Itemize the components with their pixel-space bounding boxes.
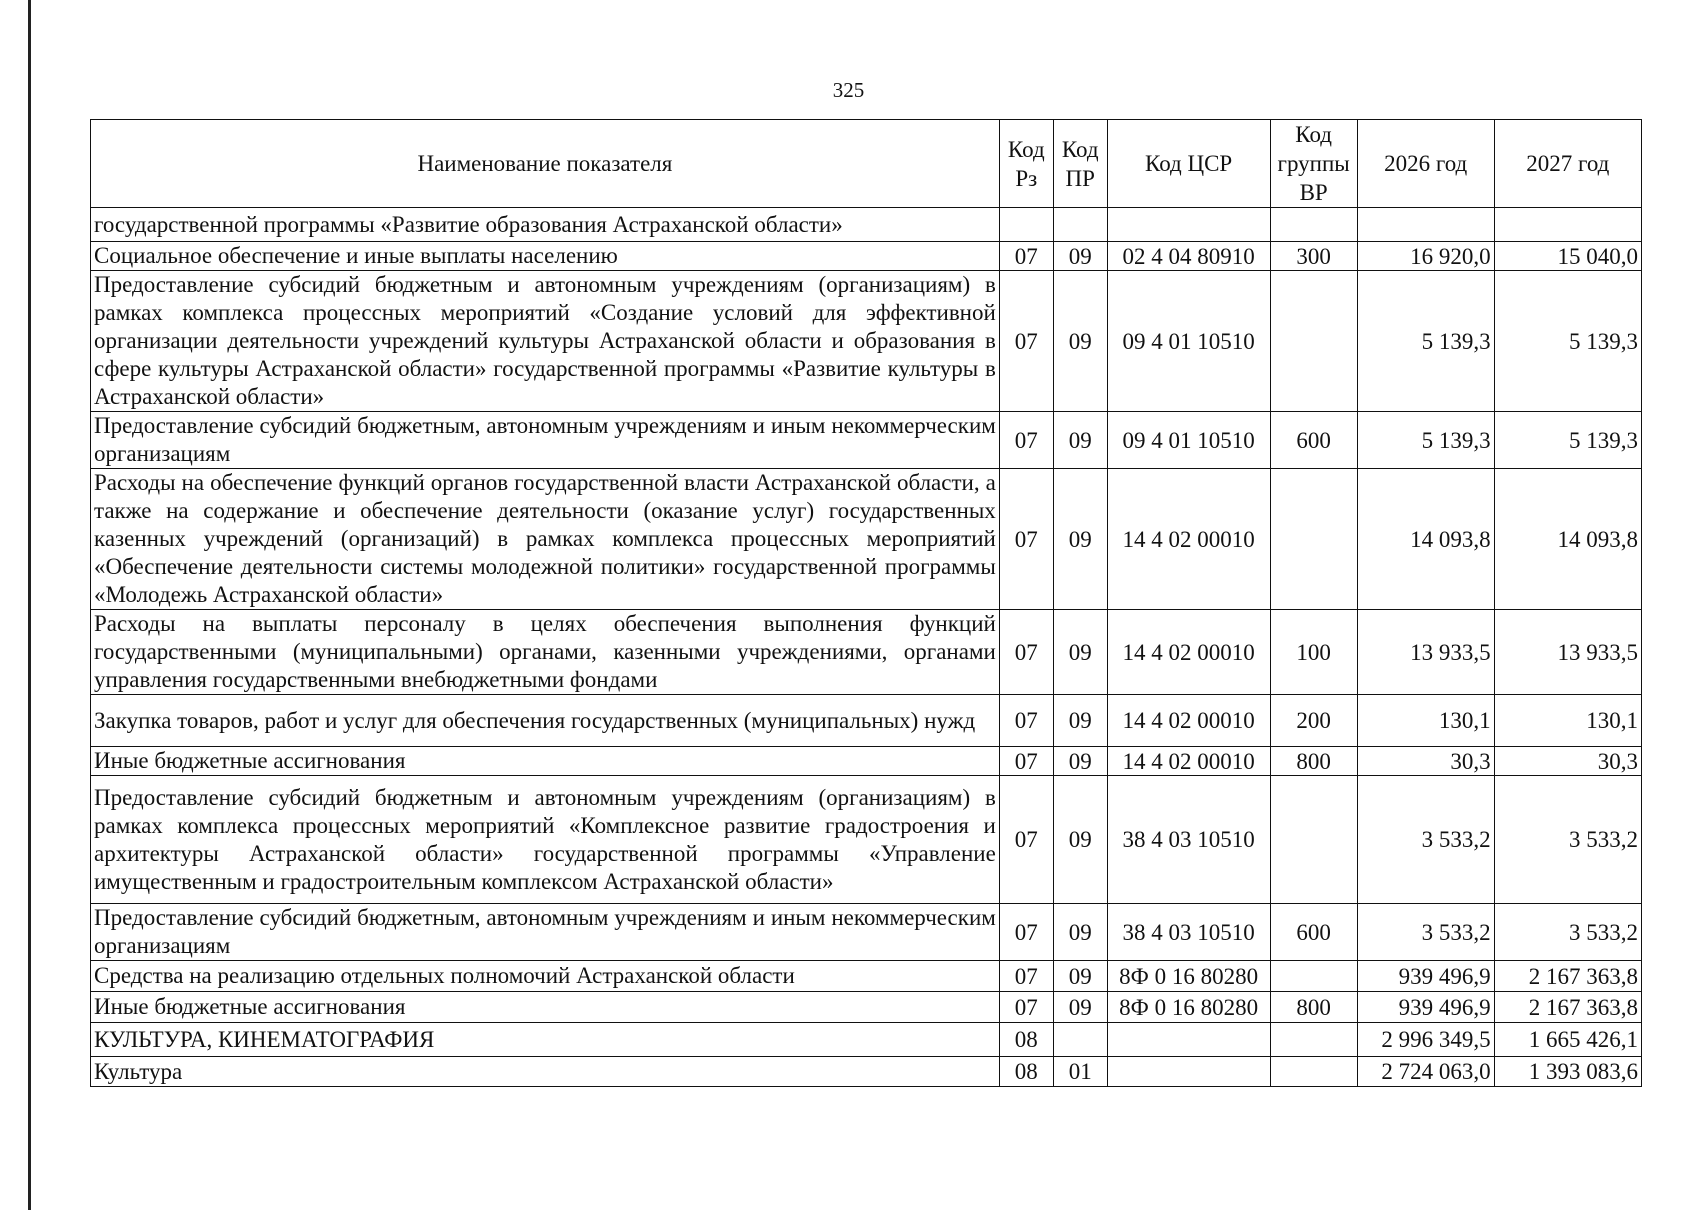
cell-name: Предоставление субсидий бюджетным, автономным учреждениям и иным некоммерческим организациям xyxy=(91,904,1000,961)
cell-y2026: 16 920,0 xyxy=(1357,242,1494,271)
cell-name: КУЛЬТУРА, КИНЕМАТОГРАФИЯ xyxy=(91,1023,1000,1057)
cell-pr xyxy=(1053,1023,1107,1057)
cell-y2027: 1 393 083,6 xyxy=(1494,1057,1641,1087)
cell-rz: 07 xyxy=(999,271,1053,412)
cell-vr xyxy=(1270,1057,1357,1087)
cell-rz: 08 xyxy=(999,1057,1053,1087)
cell-rz xyxy=(999,208,1053,242)
cell-y2027 xyxy=(1494,208,1641,242)
cell-vr: 600 xyxy=(1270,904,1357,961)
table-row xyxy=(91,1057,1642,1087)
cell-pr xyxy=(1053,208,1107,242)
cell-csr: 14 4 02 00010 xyxy=(1107,695,1270,747)
cell-y2027: 3 533,2 xyxy=(1494,776,1641,904)
cell-rz: 07 xyxy=(999,412,1053,469)
table-row xyxy=(91,242,1642,271)
cell-pr: 09 xyxy=(1053,412,1107,469)
cell-vr xyxy=(1270,776,1357,904)
cell-rz: 07 xyxy=(999,747,1053,776)
header-rz: Код Рз xyxy=(999,120,1053,208)
cell-y2026: 5 139,3 xyxy=(1357,271,1494,412)
table-row xyxy=(91,904,1642,961)
cell-pr: 09 xyxy=(1053,992,1107,1023)
header-csr: Код ЦСР xyxy=(1107,120,1270,208)
cell-pr: 09 xyxy=(1053,271,1107,412)
cell-csr: 8Ф 0 16 80280 xyxy=(1107,961,1270,992)
cell-vr xyxy=(1270,1023,1357,1057)
cell-name: Иные бюджетные ассигнования xyxy=(91,992,1000,1023)
table-row xyxy=(91,747,1642,776)
table-row xyxy=(91,961,1642,992)
cell-rz: 07 xyxy=(999,242,1053,271)
cell-vr xyxy=(1270,271,1357,412)
cell-rz: 07 xyxy=(999,961,1053,992)
cell-name: Культура xyxy=(91,1057,1000,1087)
page-number: 325 xyxy=(832,78,865,102)
cell-vr: 600 xyxy=(1270,412,1357,469)
table-body xyxy=(91,208,1642,1087)
cell-csr xyxy=(1107,1023,1270,1057)
cell-y2026: 30,3 xyxy=(1357,747,1494,776)
header-row xyxy=(91,120,1642,208)
cell-name: Предоставление субсидий бюджетным и автономным учреждениям (организациям) в рамках комплекса процессных мероприятий «Создание условий для эффективной организации деятельности учреждений культуры Астраханской области и образования в сфере культуры Астраханской области» государственной программы «Развитие культуры в Астраханской области» xyxy=(91,271,1000,412)
cell-y2027: 30,3 xyxy=(1494,747,1641,776)
cell-y2027: 5 139,3 xyxy=(1494,412,1641,469)
table-row xyxy=(91,1023,1642,1057)
cell-y2026 xyxy=(1357,208,1494,242)
cell-pr: 09 xyxy=(1053,242,1107,271)
header-name: Наименование показателя xyxy=(91,120,1000,208)
cell-csr: 14 4 02 00010 xyxy=(1107,469,1270,610)
cell-csr: 09 4 01 10510 xyxy=(1107,412,1270,469)
cell-vr: 200 xyxy=(1270,695,1357,747)
cell-y2027: 2 167 363,8 xyxy=(1494,961,1641,992)
cell-rz: 08 xyxy=(999,1023,1053,1057)
cell-name: Иные бюджетные ассигнования xyxy=(91,747,1000,776)
cell-vr: 800 xyxy=(1270,747,1357,776)
cell-rz: 07 xyxy=(999,992,1053,1023)
cell-y2026: 2 724 063,0 xyxy=(1357,1057,1494,1087)
cell-rz: 07 xyxy=(999,904,1053,961)
cell-pr: 09 xyxy=(1053,904,1107,961)
cell-rz: 07 xyxy=(999,695,1053,747)
cell-vr xyxy=(1270,961,1357,992)
cell-name: Расходы на обеспечение функций органов государственной власти Астраханской области, а также на содержание и обеспечение деятельности (оказание услуг) государственных казенных учреждений (организаций) в рамках комплекса процессных мероприятий «Обеспечение деятельности системы молодежной политики» государственной программы «Молодежь Астраханской области» xyxy=(91,469,1000,610)
table-row xyxy=(91,992,1642,1023)
table-row xyxy=(91,208,1642,242)
cell-csr: 8Ф 0 16 80280 xyxy=(1107,992,1270,1023)
cell-csr: 09 4 01 10510 xyxy=(1107,271,1270,412)
cell-name: Закупка товаров, работ и услуг для обеспечения государственных (муниципальных) нужд xyxy=(91,695,1000,747)
cell-y2026: 2 996 349,5 xyxy=(1357,1023,1494,1057)
cell-pr: 09 xyxy=(1053,747,1107,776)
cell-csr: 38 4 03 10510 xyxy=(1107,776,1270,904)
cell-rz: 07 xyxy=(999,469,1053,610)
cell-vr: 300 xyxy=(1270,242,1357,271)
cell-y2027: 1 665 426,1 xyxy=(1494,1023,1641,1057)
table-row xyxy=(91,695,1642,747)
cell-name: Предоставление субсидий бюджетным, автономным учреждениям и иным некоммерческим организациям xyxy=(91,412,1000,469)
table-row xyxy=(91,469,1642,610)
cell-y2026: 14 093,8 xyxy=(1357,469,1494,610)
cell-vr xyxy=(1270,469,1357,610)
cell-y2026: 3 533,2 xyxy=(1357,904,1494,961)
cell-y2027: 3 533,2 xyxy=(1494,904,1641,961)
cell-rz: 07 xyxy=(999,610,1053,695)
cell-y2026: 5 139,3 xyxy=(1357,412,1494,469)
cell-y2027: 2 167 363,8 xyxy=(1494,992,1641,1023)
cell-pr: 09 xyxy=(1053,610,1107,695)
cell-y2027: 15 040,0 xyxy=(1494,242,1641,271)
table-row xyxy=(91,412,1642,469)
header-vr: Код группы ВР xyxy=(1270,120,1357,208)
cell-y2026: 13 933,5 xyxy=(1357,610,1494,695)
cell-pr: 09 xyxy=(1053,776,1107,904)
cell-csr: 14 4 02 00010 xyxy=(1107,610,1270,695)
cell-pr: 01 xyxy=(1053,1057,1107,1087)
cell-y2026: 939 496,9 xyxy=(1357,961,1494,992)
cell-y2027: 130,1 xyxy=(1494,695,1641,747)
cell-csr: 02 4 04 80910 xyxy=(1107,242,1270,271)
cell-name: Социальное обеспечение и иные выплаты населению xyxy=(91,242,1000,271)
table-row xyxy=(91,271,1642,412)
cell-name: Предоставление субсидий бюджетным и автономным учреждениям (организациям) в рамках комплекса процессных мероприятий «Комплексное развитие градостроения и архитектуры Астраханской области» государственной программы «Управление имущественным и градостроительным комплексом Астраханской области» xyxy=(91,776,1000,904)
cell-y2027: 5 139,3 xyxy=(1494,271,1641,412)
cell-y2027: 14 093,8 xyxy=(1494,469,1641,610)
binding-line xyxy=(28,0,31,1210)
header-2026: 2026 год xyxy=(1357,120,1494,208)
cell-csr xyxy=(1107,208,1270,242)
cell-csr: 38 4 03 10510 xyxy=(1107,904,1270,961)
cell-vr xyxy=(1270,208,1357,242)
cell-name: Расходы на выплаты персоналу в целях обеспечения выполнения функций государственными (муниципальными) органами, казенными учреждениями, органами управления государственными внебюджетными фондами xyxy=(91,610,1000,695)
budget-table xyxy=(90,119,1642,1087)
cell-y2026: 939 496,9 xyxy=(1357,992,1494,1023)
header-2027: 2027 год xyxy=(1494,120,1641,208)
table-row xyxy=(91,776,1642,904)
table-row xyxy=(91,610,1642,695)
cell-y2026: 3 533,2 xyxy=(1357,776,1494,904)
cell-csr: 14 4 02 00010 xyxy=(1107,747,1270,776)
cell-vr: 800 xyxy=(1270,992,1357,1023)
cell-name: государственной программы «Развитие образования Астраханской области» xyxy=(91,208,1000,242)
cell-pr: 09 xyxy=(1053,695,1107,747)
cell-vr: 100 xyxy=(1270,610,1357,695)
cell-pr: 09 xyxy=(1053,961,1107,992)
cell-rz: 07 xyxy=(999,776,1053,904)
cell-y2026: 130,1 xyxy=(1357,695,1494,747)
header-pr: Код ПР xyxy=(1053,120,1107,208)
cell-name: Средства на реализацию отдельных полномочий Астраханской области xyxy=(91,961,1000,992)
cell-csr xyxy=(1107,1057,1270,1087)
cell-pr: 09 xyxy=(1053,469,1107,610)
cell-y2027: 13 933,5 xyxy=(1494,610,1641,695)
